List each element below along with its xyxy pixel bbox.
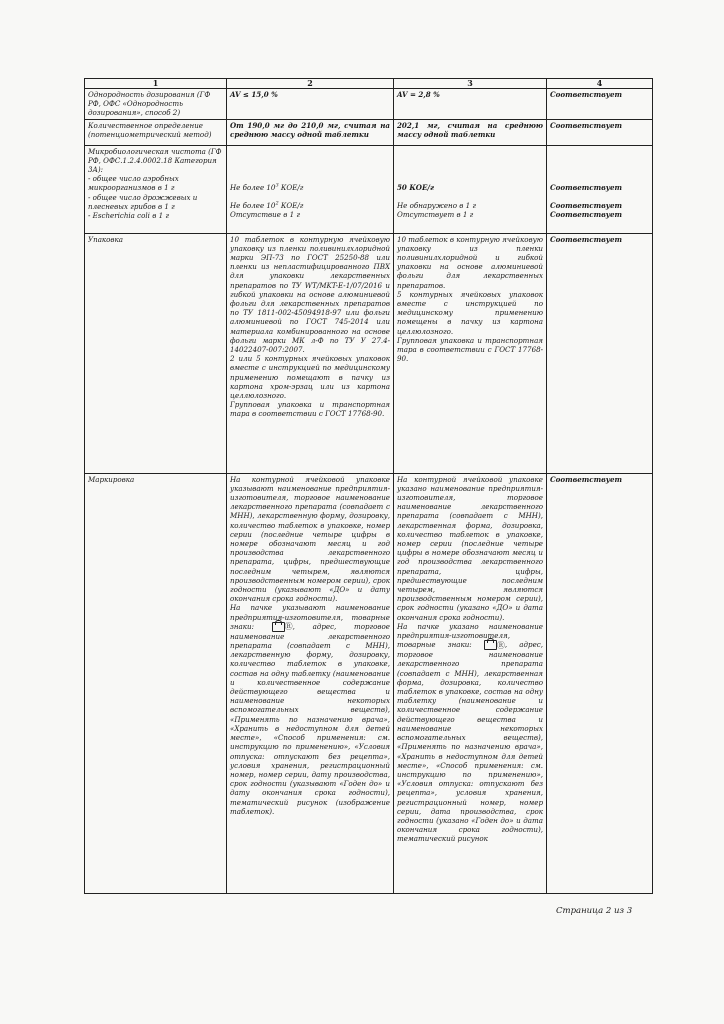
table-row-packaging [85,233,653,473]
micro-intro: Микробиологическая чистота (ГФ РФ, ОФС.1.2.4.0002.18 Категория 3А): [88,146,222,175]
micro-item1-conformity: Соответствует [550,182,623,192]
trademark-logo-icon [484,640,497,650]
micro-conformity [547,145,653,233]
micro-item1-name: - общее число аэробных микроорганизмов в 1 г [88,174,179,193]
micro-item2-spec: Не более $10^2$ КОЕ/г [230,200,304,210]
micro-result [394,145,547,233]
packaging-result-p3: Групповая упаковка и транспортная тара в соответствии с ГОСТ 17768-90. [397,335,543,364]
trademark-sign-icon: Ⓡ [496,640,505,650]
table-row-assay [85,119,653,145]
micro-spec [227,145,394,233]
marking-result-p1: На контурной ячейковой упаковке указано наименование предприятия-изготовителя, торговое наименование лекарственного препарата (совпадает с МНН), лекарственная форма, дозировка, количество таблеток в упаковке, номер серии (последние четыре цифры в номере обозначают месяц и год производства лекарственного препарата, цифры, предшествующие последним четырем, являются производственным номером серии), срок годности (указано «ДО» и дата окончания срока годности). [397,474,543,622]
marking-spec [227,473,394,893]
assay-conformity: Соответствует [547,119,653,145]
assay-name: Количественное определение (потенциометрический метод) [85,119,227,145]
uniformity-result: AV = 2,8 % [394,89,547,120]
page-number: Страница 2 из 3 [556,906,633,916]
micro-item3-result: Отсутствует в 1 г [397,210,474,220]
packaging-name: Упаковка [85,233,227,473]
micro-item1-spec: Не более $10^3$ КОЕ/г [230,182,304,192]
analysis-table [84,78,653,894]
micro-item3-name: - Escherichia coli в 1 г [88,211,169,221]
micro-item1-result: 50 КОЕ/г [397,182,434,192]
header-col-4: 4 [547,79,653,89]
trademark-logo-icon [272,622,285,632]
packaging-result-p2: 5 контурных ячейковых упаковок вместе с инструкцией по медицинскому применению помещены в пачку из картона целлюлозного. [397,289,543,336]
marking-conformity: Соответствует [547,473,653,893]
micro-item3-conformity: Соответствует [550,210,623,220]
uniformity-spec: AV ≤ 15,0 % [227,89,394,120]
micro-item3-spec: Отсутствие в 1 г [230,210,300,220]
uniformity-name: Однородность дозирования (ГФ РФ, ОФС «Однородность дозирования», способ 2) [85,89,227,120]
table-row-uniformity [85,89,653,120]
marking-spec-p1: На контурной ячейковой упаковке указывают наименование предприятия-изготовителя, торговое наименование лекарственного препарата (совпадает с МНН), лекарственную форму, дозировку, количество таблеток в упаковке, номер серии (последние четыре цифры в номере обозначают месяц и год производства лекарственного препарата, цифры, предшествующие последним четырем, являются производственным номером серии), срок годности (указывают «ДО» и дату окончания срока годности). [230,474,390,604]
packaging-conformity: Соответствует [547,233,653,473]
packaging-spec-p1: 10 таблеток в контурную ячейковую упаковку из пленки поливинилхлоридной марки ЭП-73 по ГОСТ 25250-88 или пленки из непластифицированного ПВХ для упаковки лекарственных препаратов по ТУ WT/MKT-E-1/07/2016 и гибкой упаковки на основе алюминиевой фольги для лекарственных препаратов по ТУ 1811-002-45094918-97 или фольги алюминиевой по ГОСТ 745-2014 или материала комбинированного на основе фольги марки МК л-Ф по ТУ У 27.4-14022407-007:2007. [230,234,390,355]
table-row-micro [85,145,653,233]
header-col-3: 3 [394,79,547,89]
packaging-result-p1: 10 таблеток в контурную ячейковую упаковку из пленки поливинилхлоридной и гибкой упаковки на основе алюминиевой фольги для лекарственных препаратов. [397,234,543,290]
table-header-row [85,79,653,89]
uniformity-conformity: Соответствует [547,89,653,120]
marking-result-p2: На пачке указано наименование предприятия-изготовителя, товарные знаки: Ⓡ, адрес, торговое наименование лекарственного препарата (совпадает с МНН), лекарственная форма, дозировка, количество таблеток в упаковке, состав на одну таблетку (наименование и количественное содержание действующего вещества и наименование некоторых вспомогательных веществ), «Применять по назначению врача», «Хранить в недоступном для детей месте», «Способ применения: см. инструкцию по применению», «Условия отпуска: отпускают без рецепта», условия хранения, регистрационный номер, номер серии, дата производства, срок годности (указано «Годен до» и дата окончания срока годности), тематический рисунок [397,621,543,844]
micro-item2-conformity: Соответствует [550,200,623,210]
packaging-spec-p2: 2 или 5 контурных ячейковых упаковок вместе с инструкцией по медицинскому применению помещают в пачку из картона хром-эрзац или из картона целлюлозного. [230,354,390,401]
micro-item2-result: Не обнаружено в 1 г [397,200,476,210]
trademark-sign-icon: Ⓡ [284,622,293,632]
packaging-result [394,233,547,473]
header-col-2: 2 [227,79,394,89]
marking-name: Маркировка [85,473,227,893]
assay-result: 202,1 мг, считая на среднюю массу одной таблетки [394,119,547,145]
packaging-spec-p3: Групповая упаковка и транспортная тара в соответствии с ГОСТ 17768-90. [230,400,390,419]
micro-name [85,145,227,233]
marking-result [394,473,547,893]
marking-spec-p2: На пачке указывают наименование предприятия-изготовителя, товарные знаки: Ⓡ, адрес, торговое наименование лекарственного препарата (совпадает с МНН), лекарственную форму, дозировку, количество таблеток в упаковке, состав на одну таблетку (наименование и количественное содержание действующего вещества и наименование некоторых вспомогательных веществ), «Применять по назначению врача», «Хранить в недоступном для детей месте», «Способ применения: см. инструкцию по применению», «Условия отпуска: отпускают без рецепта», условия хранения, регистрационный номер, номер серии, дату производства, срок годности (указывают «Годен до» и дату окончания срока годности), тематический рисунок (изображение таблеток). [230,603,390,816]
micro-item2-name: - общее число дрожжевых и плесневых грибов в 1 г [88,192,198,211]
header-col-1: 1 [85,79,227,89]
assay-spec: От 190,0 мг до 210,0 мг, считая на среднюю массу одной таблетки [227,119,394,145]
table-row-marking [85,473,653,893]
packaging-spec [227,233,394,473]
